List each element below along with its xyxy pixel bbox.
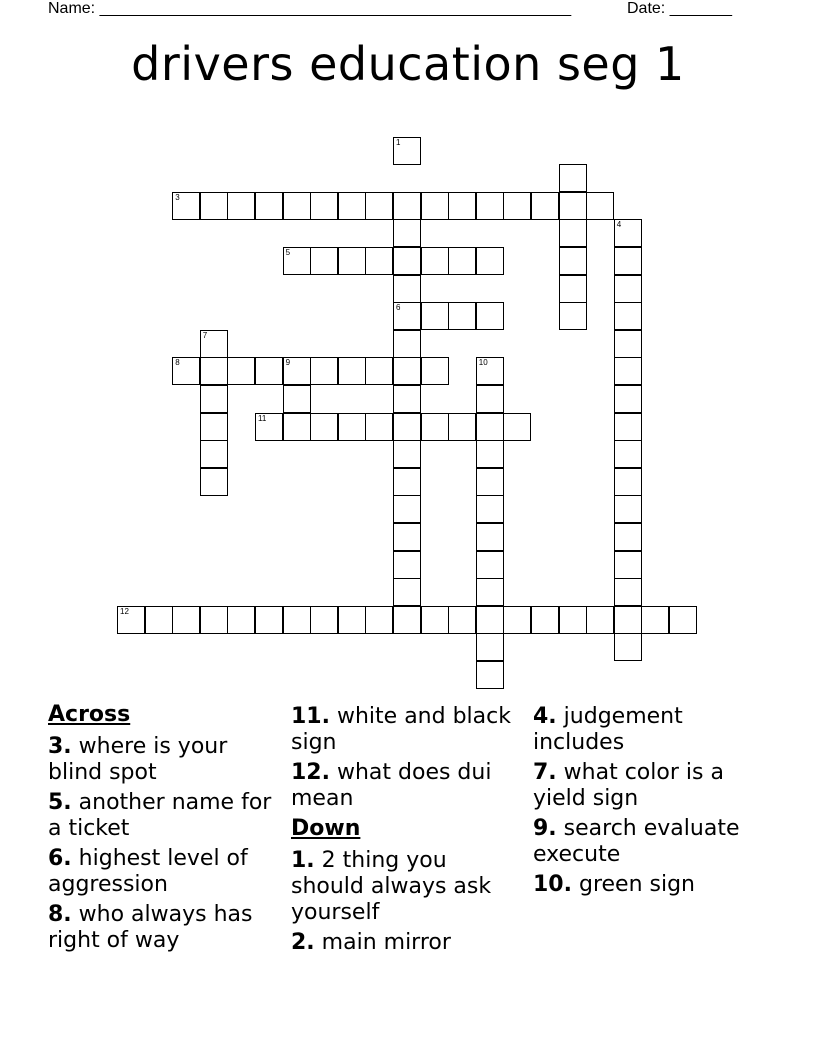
grid-cell[interactable] — [283, 606, 311, 634]
grid-cell[interactable] — [421, 247, 449, 275]
grid-cell[interactable] — [559, 275, 587, 303]
clue-number: 1 — [396, 137, 401, 147]
grid-cell[interactable] — [614, 495, 642, 523]
clue-number: 6 — [396, 303, 401, 313]
grid-cell[interactable] — [393, 192, 421, 220]
grid-cell[interactable] — [393, 606, 421, 634]
grid-cell[interactable] — [393, 330, 421, 358]
clue-number: 9 — [285, 358, 291, 368]
clue-across-11: 11. white and black sign — [291, 704, 511, 755]
clue-column-3 — [533, 704, 773, 902]
grid-cell[interactable] — [365, 192, 393, 220]
grid-cell[interactable] — [476, 413, 504, 441]
grid-cell[interactable] — [393, 275, 421, 303]
grid-cell[interactable] — [393, 468, 421, 496]
grid-cell[interactable] — [283, 413, 311, 441]
grid-cell[interactable] — [283, 385, 311, 413]
clue-down-4: 4. judgement includes — [533, 704, 683, 755]
grid-cell[interactable] — [476, 523, 504, 551]
grid-cell[interactable] — [421, 606, 449, 634]
grid-cell[interactable] — [421, 357, 449, 385]
grid-cell[interactable] — [338, 413, 366, 441]
grid-cell[interactable] — [393, 440, 421, 468]
clue-across-12: 12. what does dui mean — [291, 760, 492, 811]
grid-cell[interactable] — [393, 247, 421, 275]
grid-cell[interactable] — [531, 606, 559, 634]
down-heading: Down — [291, 816, 361, 841]
grid-cell[interactable] — [338, 357, 366, 385]
grid-cell[interactable] — [476, 440, 504, 468]
grid-cell[interactable] — [255, 606, 283, 634]
grid-cell[interactable] — [476, 495, 504, 523]
clue-number: 4 — [616, 220, 622, 230]
grid-cell[interactable] — [200, 606, 228, 634]
grid-cell[interactable] — [365, 606, 393, 634]
grid-cell[interactable] — [476, 385, 504, 413]
clue-across-3: 3. where is your blind spot — [48, 734, 228, 785]
grid-cell[interactable] — [559, 164, 587, 192]
grid-cell[interactable] — [200, 413, 228, 441]
clue-number: 11 — [258, 413, 267, 423]
grid-cell[interactable] — [503, 413, 531, 441]
grid-cell[interactable] — [393, 302, 421, 330]
grid-cell[interactable] — [310, 413, 338, 441]
grid-cell[interactable] — [531, 192, 559, 220]
grid-cell[interactable] — [421, 413, 449, 441]
grid-cell[interactable] — [476, 192, 504, 220]
grid-cell[interactable] — [200, 192, 228, 220]
grid-cell[interactable] — [255, 357, 283, 385]
clue-down-1: 1. 2 thing you should always ask yourself — [291, 848, 492, 925]
grid-cell[interactable] — [559, 247, 587, 275]
clue-down-10: 10. green sign — [533, 872, 695, 897]
grid-cell[interactable] — [559, 606, 587, 634]
grid-cell[interactable] — [310, 247, 338, 275]
grid-cell[interactable] — [393, 385, 421, 413]
grid-cell[interactable] — [310, 606, 338, 634]
grid-cell[interactable] — [117, 606, 145, 634]
grid-cell[interactable] — [310, 192, 338, 220]
grid-cell[interactable] — [227, 192, 255, 220]
grid-cell[interactable] — [172, 192, 200, 220]
grid-cell[interactable] — [614, 385, 642, 413]
grid-cell[interactable] — [614, 633, 642, 661]
grid-cell[interactable] — [614, 219, 642, 247]
grid-cell[interactable] — [283, 192, 311, 220]
grid-cell[interactable] — [145, 606, 173, 634]
grid-cell[interactable] — [283, 357, 311, 385]
clue-number: 10 — [478, 358, 488, 368]
grid-cell[interactable] — [448, 247, 476, 275]
grid-cell[interactable] — [503, 606, 531, 634]
grid-cell[interactable] — [283, 247, 311, 275]
grid-cell[interactable] — [393, 357, 421, 385]
grid-cell[interactable] — [476, 661, 504, 689]
grid-cell[interactable] — [172, 606, 200, 634]
grid-cell[interactable] — [476, 633, 504, 661]
grid-cell[interactable] — [476, 247, 504, 275]
grid-cell[interactable] — [200, 330, 228, 358]
name-label: Name: _____________________________________________________ — [48, 0, 572, 17]
grid-cell[interactable] — [614, 247, 642, 275]
grid-cell[interactable] — [448, 606, 476, 634]
clue-down-9: 9. search evaluate execute — [533, 816, 740, 867]
grid-cell[interactable] — [614, 551, 642, 579]
grid-cell[interactable] — [393, 137, 421, 165]
page-title: drivers education seg 1 — [131, 37, 685, 91]
grid-cell[interactable] — [421, 192, 449, 220]
grid-cell[interactable] — [476, 606, 504, 634]
grid-cell[interactable] — [614, 413, 642, 441]
clue-across-6: 6. highest level of aggression — [48, 846, 248, 897]
grid-cell[interactable] — [200, 357, 228, 385]
grid-cell[interactable] — [559, 219, 587, 247]
grid-cell[interactable] — [614, 275, 642, 303]
grid-cell[interactable] — [614, 330, 642, 358]
grid-cell[interactable] — [255, 413, 283, 441]
grid-cell[interactable] — [227, 606, 255, 634]
grid-cell[interactable] — [614, 523, 642, 551]
grid-cell[interactable] — [310, 357, 338, 385]
grid-cell[interactable] — [669, 606, 697, 634]
clue-number: 3 — [175, 192, 180, 202]
clue-across-8: 8. who always has right of way — [48, 902, 253, 953]
grid-cell[interactable] — [448, 302, 476, 330]
grid-cell[interactable] — [614, 468, 642, 496]
grid-cell[interactable] — [393, 523, 421, 551]
clue-number: 7 — [202, 330, 208, 340]
grid-cell[interactable] — [586, 606, 614, 634]
clue-column-1 — [48, 702, 276, 958]
grid-cell[interactable] — [503, 192, 531, 220]
grid-cell[interactable] — [421, 302, 449, 330]
grid-cell[interactable] — [338, 606, 366, 634]
grid-cell[interactable] — [476, 468, 504, 496]
clue-down-7: 7. what color is a yield sign — [533, 760, 724, 811]
grid-cell[interactable] — [393, 578, 421, 606]
grid-cell[interactable] — [393, 413, 421, 441]
grid-cell[interactable] — [559, 192, 587, 220]
grid-cell[interactable] — [200, 468, 228, 496]
grid-cell[interactable] — [448, 192, 476, 220]
grid-cell[interactable] — [448, 413, 476, 441]
grid-cell[interactable] — [200, 385, 228, 413]
clue-across-5: 5. another name for a ticket — [48, 790, 272, 841]
grid-cell[interactable] — [365, 413, 393, 441]
clue-number: 5 — [285, 248, 291, 257]
grid-cell[interactable] — [559, 302, 587, 330]
grid-cell[interactable] — [172, 357, 200, 385]
clue-down-2: 2. main mirror — [291, 930, 451, 955]
grid-cell[interactable] — [365, 357, 393, 385]
grid-cell[interactable] — [200, 440, 228, 468]
grid-cell[interactable] — [393, 495, 421, 523]
grid-cell[interactable] — [614, 578, 642, 606]
grid-cell[interactable] — [393, 551, 421, 579]
grid-cell[interactable] — [614, 357, 642, 385]
grid-cell[interactable] — [476, 578, 504, 606]
grid-cell[interactable] — [476, 551, 504, 579]
across-heading: Across — [48, 702, 131, 727]
grid-cell[interactable] — [476, 357, 504, 385]
grid-cell[interactable] — [227, 357, 255, 385]
grid-cell[interactable] — [614, 440, 642, 468]
grid-cell[interactable] — [255, 192, 283, 220]
grid-cell[interactable] — [614, 606, 642, 634]
grid-cell[interactable] — [365, 247, 393, 275]
grid-cell[interactable] — [338, 247, 366, 275]
clue-number: 12 — [120, 606, 129, 616]
grid-cell[interactable] — [393, 219, 421, 247]
grid-cell[interactable] — [614, 302, 642, 330]
grid-cell[interactable] — [586, 192, 614, 220]
grid-cell[interactable] — [338, 192, 366, 220]
clue-column-2 — [291, 704, 519, 960]
clue-number: 8 — [175, 358, 180, 368]
grid-cell[interactable] — [641, 606, 669, 634]
date-label: Date: _______ — [627, 0, 732, 17]
grid-cell[interactable] — [476, 302, 504, 330]
